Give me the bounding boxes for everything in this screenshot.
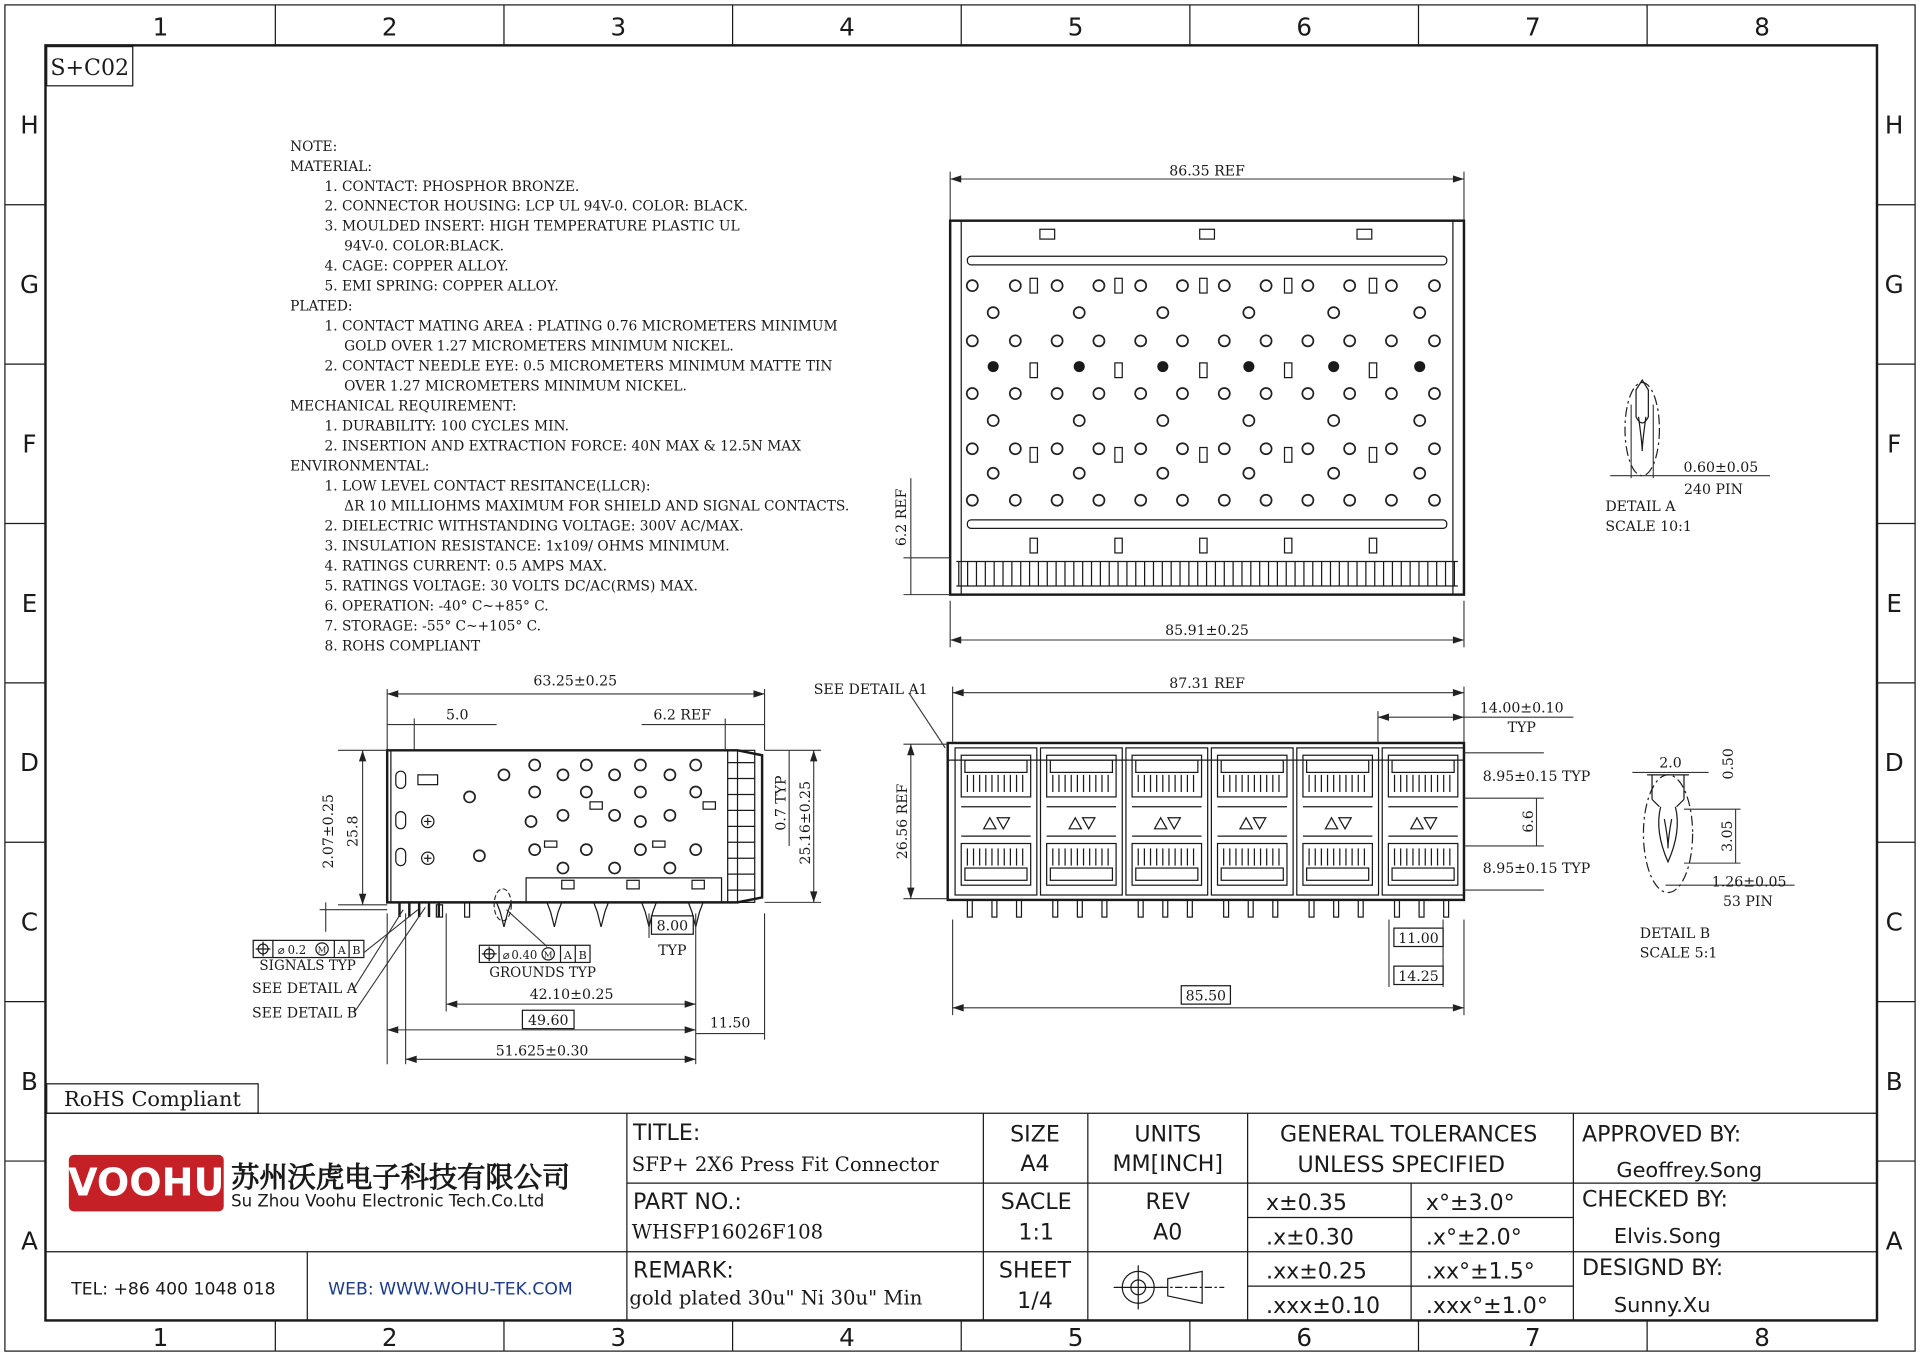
- note-line: 3. INSULATION RESISTANCE: 1x109/ OHMS MINIMUM.: [324, 538, 730, 555]
- column-label-bottom: 5: [1067, 1323, 1084, 1353]
- approved-value: Geoffrey.Song: [1616, 1158, 1763, 1182]
- tolerance-linear: x±0.35: [1266, 1190, 1347, 1217]
- dim-side-4210: 42.10±0.25: [529, 987, 614, 1004]
- brand-logo-text: VOOHU: [68, 1160, 225, 1205]
- title-block: [45, 1084, 1876, 1321]
- part-value: WHSFP16026F108: [631, 1220, 824, 1244]
- notes-block: [290, 139, 849, 655]
- tolerance-linear: .xx±0.25: [1266, 1258, 1368, 1285]
- row-label-left: A: [21, 1226, 38, 1256]
- note-line: 2. INSERTION AND EXTRACTION FORCE: 40N MAX & 12.5N MAX: [324, 438, 802, 455]
- gd-signals-m: M: [317, 945, 327, 956]
- dim-side-62ref: 6.2 REF: [653, 707, 712, 724]
- note-line: GOLD OVER 1.27 MICROMETERS MINIMUM NICKEL.: [344, 338, 734, 355]
- sheet-value: 1/4: [1017, 1288, 1053, 1315]
- gd-grounds-m: M: [543, 950, 553, 961]
- dim-front-1425: 14.25: [1398, 968, 1439, 985]
- column-label-top: 4: [839, 12, 855, 42]
- checked-label: CHECKED BY:: [1581, 1186, 1728, 1213]
- dim-side-258: 25.8: [345, 815, 362, 847]
- row-label-right: B: [1885, 1066, 1903, 1096]
- gd-signals-b: B: [352, 943, 361, 957]
- see-detail-a: SEE DETAIL A: [251, 981, 357, 998]
- column-label-top: 8: [1754, 12, 1770, 42]
- column-label-top: 7: [1524, 12, 1541, 42]
- company-name-en: Su Zhou Voohu Electronic Tech.Co.Ltd: [231, 1191, 545, 1211]
- detail-b-dim-050: 0.50: [1721, 748, 1738, 780]
- tolerance-linear: .x±0.30: [1266, 1224, 1354, 1251]
- note-line: 5. RATINGS VOLTAGE: 30 VOLTS DC/AC(RMS) MAX.: [324, 578, 698, 595]
- detail-a: [1605, 380, 1770, 535]
- column-label-bottom: 3: [610, 1323, 627, 1353]
- row-label-right: G: [1884, 270, 1904, 300]
- front-view: [814, 676, 1591, 1015]
- detail-b-dim-20: 2.0: [1659, 755, 1682, 772]
- projection-symbol-icon: [1114, 1265, 1225, 1309]
- note-line: 4. RATINGS CURRENT: 0.5 AMPS MAX.: [324, 558, 608, 575]
- note-line: MATERIAL:: [290, 158, 373, 175]
- note-line: 1. DURABILITY: 100 CYCLES MIN.: [324, 418, 570, 435]
- tolerance-angular: .xx°±1.5°: [1425, 1258, 1535, 1285]
- dim-side-length: 63.25±0.25: [533, 673, 618, 690]
- note-line: 2. DIELECTRIC WITHSTANDING VOLTAGE: 300V AC/MAX.: [324, 518, 744, 535]
- tolerance-table: [1266, 1190, 1548, 1319]
- dim-top-ref-width: 86.35 REF: [1169, 163, 1245, 180]
- units-label: UNITS: [1134, 1121, 1202, 1148]
- detail-b-dim-305: 3.05: [1719, 820, 1736, 852]
- detail-a-scale: SCALE 10:1: [1605, 518, 1692, 535]
- note-line: 7. STORAGE: -55° C~+105° C.: [324, 618, 542, 635]
- row-label-right: H: [1884, 110, 1904, 140]
- size-value: A4: [1020, 1150, 1050, 1177]
- rev-label: REV: [1145, 1188, 1190, 1215]
- rev-value: A0: [1153, 1219, 1183, 1246]
- top-view: [894, 163, 1464, 647]
- detail-b-label: DETAIL B: [1639, 925, 1711, 942]
- column-label-bottom: 4: [839, 1323, 855, 1353]
- dim-front-8731: 87.31 REF: [1169, 675, 1245, 692]
- gd-signals-a: A: [337, 943, 346, 957]
- detail-b: [1632, 748, 1794, 961]
- rohs-label: RoHS Compliant: [63, 1086, 241, 1111]
- dim-side-typ: TYP: [658, 943, 687, 960]
- dim-front-66: 6.6: [1520, 810, 1537, 833]
- company-tel: TEL: +86 400 1048 018: [71, 1279, 276, 1300]
- column-label-bottom: 1: [152, 1323, 169, 1353]
- column-label-bottom: 2: [381, 1323, 398, 1353]
- designed-label: DESIGND BY:: [1581, 1255, 1724, 1282]
- gd-grounds-value: 0.40: [511, 947, 538, 962]
- remark-value: gold plated 30u" Ni 30u" Min: [629, 1286, 923, 1310]
- see-detail-b: SEE DETAIL B: [251, 1005, 358, 1022]
- row-label-right: F: [1887, 429, 1902, 459]
- company-web: WEB: WWW.WOHU-TEK.COM: [328, 1279, 573, 1300]
- dim-front-typ: TYP: [1507, 719, 1536, 736]
- row-label-right: A: [1885, 1226, 1903, 1256]
- dim-top-side: 6.2 REF: [893, 488, 910, 547]
- detail-a-dim: 0.60±0.05: [1683, 460, 1759, 477]
- gd-grounds-frame: [479, 945, 590, 962]
- scale-label: SACLE: [1000, 1188, 1072, 1215]
- dim-side-07typ: 0.7 TYP: [773, 775, 790, 831]
- detail-b-dim-126: 1.26±0.05: [1711, 874, 1787, 891]
- column-label-bottom: 8: [1754, 1323, 1770, 1353]
- row-label-left: F: [22, 429, 37, 459]
- remark-label: REMARK:: [633, 1257, 734, 1284]
- note-line: 4. CAGE: COPPER ALLOY.: [324, 258, 509, 275]
- dim-front-2656: 26.56 REF: [895, 783, 912, 860]
- dim-side-800: 8.00: [656, 918, 689, 935]
- row-label-left: E: [21, 588, 38, 618]
- dim-side-5: 5.0: [446, 707, 469, 724]
- column-label-top: 2: [381, 12, 398, 42]
- note-line: 2. CONTACT NEEDLE EYE: 0.5 MICROMETERS MINIMUM MATTE TIN: [324, 358, 833, 375]
- drawing-code: S+C02: [50, 54, 130, 81]
- dim-side-51625: 51.625±0.30: [495, 1043, 589, 1060]
- tolerance-angular: .x°±2.0°: [1425, 1224, 1522, 1251]
- note-line: ΔR 10 MILLIOHMS MAXIMUM FOR SHIELD AND SIGNAL CONTACTS.: [344, 498, 850, 515]
- row-label-left: B: [21, 1066, 38, 1096]
- note-line: PLATED:: [290, 298, 353, 315]
- see-detail-a1: SEE DETAIL A1: [813, 681, 928, 698]
- gd-signals-value: 0.2: [287, 942, 307, 957]
- note-line: ENVIRONMENTAL:: [290, 458, 430, 475]
- row-label-right: E: [1886, 588, 1902, 618]
- row-label-right: C: [1885, 907, 1903, 937]
- column-label-bottom: 6: [1296, 1323, 1312, 1353]
- checked-value: Elvis.Song: [1613, 1224, 1722, 1249]
- detail-a-pin: 240 PIN: [1684, 482, 1743, 499]
- side-view: [252, 673, 821, 1064]
- note-line: 2. CONNECTOR HOUSING: LCP UL 94V-0. COLOR: BLACK.: [324, 198, 748, 215]
- detail-b-scale: SCALE 5:1: [1639, 945, 1718, 962]
- tolerance-linear: .xxx±0.10: [1266, 1293, 1381, 1320]
- dim-front-1400: 14.00±0.10: [1479, 700, 1564, 717]
- gd-signals-frame: [253, 940, 364, 957]
- top-view-vent-holes: [967, 280, 1440, 506]
- drawing-code-box: [47, 47, 133, 86]
- units-value: MM[INCH]: [1112, 1150, 1223, 1177]
- note-line: 1. CONTACT MATING AREA : PLATING 0.76 MICROMETERS MINIMUM: [324, 318, 838, 335]
- dim-side-1150: 11.50: [709, 1015, 751, 1032]
- title-label: TITLE:: [633, 1120, 701, 1147]
- company-name-cn: 苏州沃虎电子科技有限公司: [231, 1160, 571, 1194]
- note-line: 8. ROHS COMPLIANT: [324, 638, 481, 655]
- dim-front-1100: 11.00: [1398, 930, 1439, 947]
- dim-front-8550: 85.50: [1185, 988, 1227, 1005]
- dim-side-2516: 25.16±0.25: [798, 780, 815, 865]
- column-label-top: 3: [610, 12, 627, 42]
- row-label-left: D: [20, 748, 39, 778]
- column-label-top: 1: [152, 12, 169, 42]
- note-line: OVER 1.27 MICROMETERS MINIMUM NICKEL.: [344, 378, 687, 395]
- dim-top-bottom-width: 85.91±0.25: [1165, 623, 1249, 640]
- note-line: 3. MOULDED INSERT: HIGH TEMPERATURE PLASTIC UL: [324, 218, 740, 235]
- scale-value: 1:1: [1018, 1219, 1055, 1246]
- dim-front-895-top: 8.95±0.15 TYP: [1482, 769, 1591, 785]
- note-line: NOTE:: [290, 138, 338, 155]
- tolerance-angular: x°±3.0°: [1425, 1190, 1515, 1217]
- tolerance-angular: .xxx°±1.0°: [1425, 1293, 1548, 1320]
- gd-grounds-b: B: [578, 948, 587, 962]
- note-line: 5. EMI SPRING: COPPER ALLOY.: [324, 278, 559, 295]
- row-label-right: D: [1884, 748, 1904, 778]
- svg-text:⌀: ⌀: [277, 942, 285, 957]
- svg-text:⌀: ⌀: [502, 947, 510, 962]
- tolerance-title-2: UNLESS SPECIFIED: [1297, 1152, 1506, 1179]
- note-line: 1. CONTACT: PHOSPHOR BRONZE.: [324, 178, 580, 195]
- column-label-bottom: 7: [1524, 1323, 1541, 1353]
- note-line: 94V-0. COLOR:BLACK.: [344, 238, 505, 255]
- size-label: SIZE: [1010, 1121, 1060, 1148]
- row-label-left: G: [19, 270, 40, 300]
- note-line: 6. OPERATION: -40° C~+85° C.: [324, 598, 549, 615]
- top-view-pin-row: [956, 562, 1458, 587]
- note-line: MECHANICAL REQUIREMENT:: [290, 398, 517, 415]
- signals-typ: SIGNALS TYP: [259, 957, 356, 974]
- tolerance-title-1: GENERAL TOLERANCES: [1280, 1121, 1538, 1148]
- sheet-border: [5, 5, 1915, 1351]
- title-value: SFP+ 2X6 Press Fit Connector: [631, 1152, 939, 1176]
- designed-value: Sunny.Xu: [1613, 1292, 1711, 1317]
- voohu-logo: [68, 1155, 224, 1211]
- column-label-top: 5: [1067, 12, 1084, 42]
- dim-side-207: 2.07±0.25: [321, 793, 338, 869]
- row-label-left: C: [20, 907, 39, 937]
- sheet-label: SHEET: [998, 1257, 1072, 1284]
- row-label-left: H: [20, 110, 39, 140]
- column-label-top: 6: [1296, 12, 1312, 42]
- grounds-typ: GROUNDS TYP: [489, 965, 596, 982]
- approved-label: APPROVED BY:: [1581, 1121, 1742, 1148]
- gd-grounds-a: A: [563, 948, 572, 962]
- part-label: PART NO.:: [633, 1188, 742, 1215]
- dim-side-4960: 49.60: [527, 1012, 569, 1029]
- detail-b-pin: 53 PIN: [1722, 894, 1773, 911]
- note-line: 1. LOW LEVEL CONTACT RESITANCE(LLCR):: [324, 478, 651, 495]
- dim-front-895-bot: 8.95±0.15 TYP: [1482, 860, 1591, 877]
- detail-a-label: DETAIL A: [1605, 499, 1676, 516]
